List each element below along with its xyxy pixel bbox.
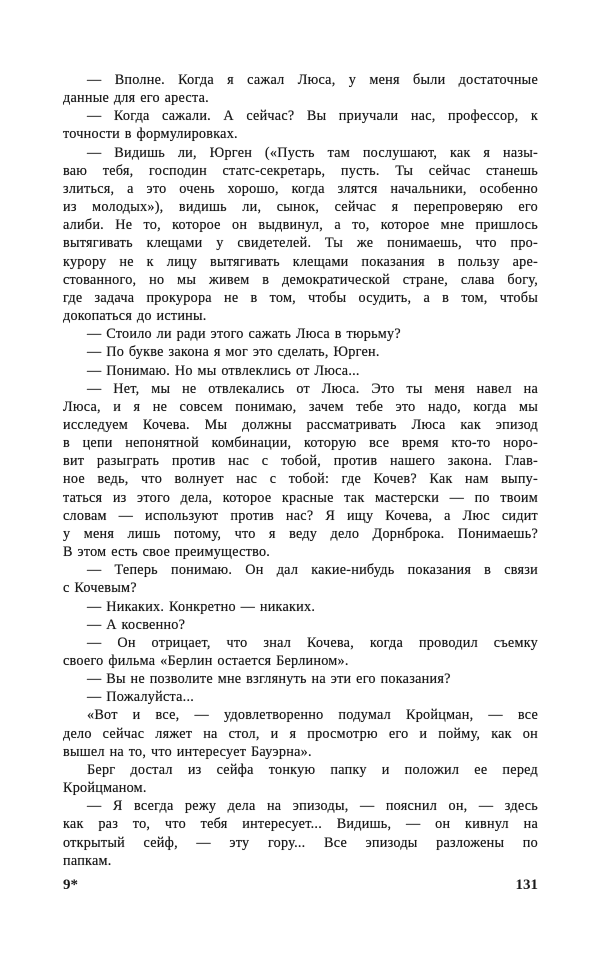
text-line: из молодых»), видишь ли, сынок, сейчас я перепроверяю его xyxy=(63,199,538,216)
text-line: исследуем Кочева. Мы должны рассматривать Люса как эпизод xyxy=(63,416,538,433)
text-line: — Стоило ли ради этого сажать Люса в тюрьму? xyxy=(87,326,401,343)
text-line: — По букве закона я мог это сделать, Юрген. xyxy=(87,344,380,361)
text-line: — Понимаю. Но мы отвлеклись от Люса... xyxy=(87,362,360,379)
page-footer xyxy=(63,877,538,894)
text-line: — Никаких. Конкретно — никаких. xyxy=(87,598,316,615)
text-line: — Пожалуйста... xyxy=(87,689,195,706)
text-line: В этом есть свое преимущество. xyxy=(63,544,271,561)
text-line: открытый сейф, — эту гору... Все эпизоды разложены по xyxy=(63,834,538,851)
text-line: Кройцманом. xyxy=(63,780,147,797)
text-line: у меня лишь потому, что я веду дело Дорнброка. Понимаешь? xyxy=(63,525,538,542)
text-line: вытягивать клещами у свидетелей. Ты же понимаешь, что про- xyxy=(63,235,538,252)
text-line: алиби. Не то, которое он выдвинул, а то, которое мне пришлось xyxy=(63,217,538,234)
text-line: — Когда сажали. А сейчас? Вы приучали нас, профессор, к xyxy=(87,108,538,125)
text-line: ное ведь, что волнует нас с тобой: где Кочев? Как нам выпу- xyxy=(63,471,538,488)
page-text xyxy=(63,71,538,870)
text-line: стованного, но мы живем в демократической стране, слава богу, xyxy=(63,271,538,288)
text-line: в цепи непонятной комбинации, которую все время кто-то норо- xyxy=(63,435,538,452)
text-line: словам — используют против нас? Я ищу Кочева, а Люс сидит xyxy=(63,507,538,524)
text-line: — Теперь понимаю. Он дал какие-нибудь показания в связи xyxy=(87,562,538,579)
text-line: вышел на то, что интересует Бауэрна». xyxy=(63,743,312,760)
text-line: — А косвенно? xyxy=(87,616,186,633)
text-line: — Я всегда режу дела на эпизоды, — пояснил он, — здесь xyxy=(87,798,538,815)
text-line: — Видишь ли, Юрген («Пусть там послушают, как я назы- xyxy=(87,144,538,161)
text-line: курору не к лицу вытягивать клещами показания в пользу аре- xyxy=(63,253,538,270)
text-line: своего фильма «Берлин остается Берлином». xyxy=(63,653,349,669)
text-line: «Вот и все, — удовлетворенно подумал Кройцман, — все xyxy=(87,707,538,724)
text-line: — Вы не позволите мне взглянуть на эти его показания? xyxy=(87,671,451,688)
text-line: — Нет, мы не отвлекались от Люса. Это ты меня навел на xyxy=(87,380,538,397)
page-number: 131 xyxy=(515,877,538,893)
text-line: — Вполне. Когда я сажал Люса, у меня были достаточные xyxy=(87,72,538,88)
text-line: данные для его ареста. xyxy=(63,90,209,107)
text-line: таться из этого дела, которое красные так мастерски — по твоим xyxy=(63,489,538,506)
text-line: злиться, а это очень хорошо, когда злятся начальники, особенно xyxy=(63,180,538,197)
text-line: вит разыграть против нас с тобой, против нашего закона. Глав- xyxy=(63,453,538,470)
text-line: папкам. xyxy=(63,852,112,869)
text-line: с Кочевым? xyxy=(63,580,137,597)
text-line: Люса, и я не совсем понимаю, зачем тебе это надо, когда мы xyxy=(63,398,538,415)
text-line: как раз то, что тебя интересует... Видишь, — он кивнул на xyxy=(63,816,538,833)
text-line: ваю тебя, господин статс-секретарь, пусть. Ты сейчас станешь xyxy=(63,162,538,179)
text-line: Берг достал из сейфа тонкую папку и положил ее перед xyxy=(87,761,538,778)
text-line: где задача прокурора не в том, чтобы осудить, а в том, чтобы xyxy=(63,289,538,306)
text-line: дело сейчас ляжет на стол, и я просмотрю его и пойму, как он xyxy=(63,725,538,742)
signature-mark: 9* xyxy=(63,877,78,893)
text-line: — Он отрицает, что знал Кочева, когда проводил съемку xyxy=(87,634,538,651)
text-line: докопаться до истины. xyxy=(63,308,207,325)
text-line: точности в формулировках. xyxy=(63,126,238,143)
